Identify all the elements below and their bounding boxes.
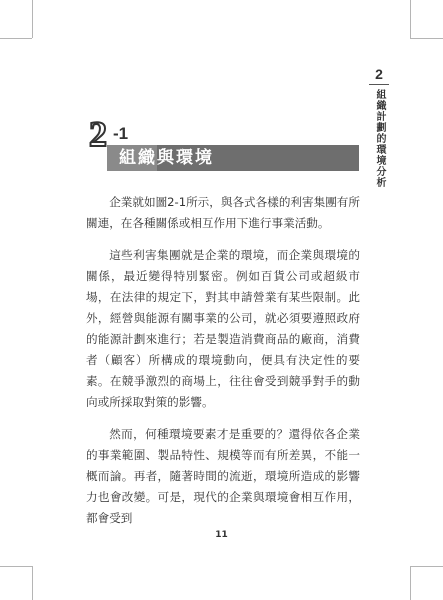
paragraph: 然而，何種環境要素才是重要的？還得依各企業的事業範圍、製品特性、規模等而有所差異，不能一概而論。再者，隨著時間的流逝，環境所造成的影響力也會改變。可是，現代的企業與環境會相互作用，都會受到 <box>86 427 360 525</box>
page-number: 11 <box>215 530 228 540</box>
paragraph: 企業就如圖2-1所示，與各式各樣的利害集團有所關連，在各種關係或相互作用下進行事業活動。 <box>86 195 361 230</box>
body-text <box>86 192 360 540</box>
crop-mark <box>0 566 32 567</box>
crop-mark <box>410 0 411 38</box>
chapter-number: 2 <box>369 66 389 85</box>
crop-mark <box>32 566 33 600</box>
paragraph: 這些利害集團就是企業的環境，而企業與環境的關係，最近變得特別緊密。例如百貨公司或超級市場，在法律的規定下，對其申請營業有某些限制。此外，經營與能源有關事業的公司，就必須要遵照政府的能源計劃來進行；若是製造消費商品的廠商，消費者（顧客）所構成的環境動向，便具有決定性的要素。在競爭激烈的商場上，往往會受到競爭對手的動向或所採取對策的影響。 <box>86 248 360 409</box>
section-heading <box>87 112 359 176</box>
section-number-suffix: -1 <box>113 124 129 143</box>
crop-mark <box>410 38 443 39</box>
chapter-tab <box>367 66 391 188</box>
crop-mark <box>0 38 32 39</box>
section-title: 組織與環境 <box>119 148 214 168</box>
section-number-digit: 2 <box>89 114 107 154</box>
chapter-title: 組織計劃的環境分析 <box>374 89 385 188</box>
crop-mark <box>32 0 33 38</box>
crop-mark <box>410 566 411 600</box>
crop-mark <box>410 566 443 567</box>
